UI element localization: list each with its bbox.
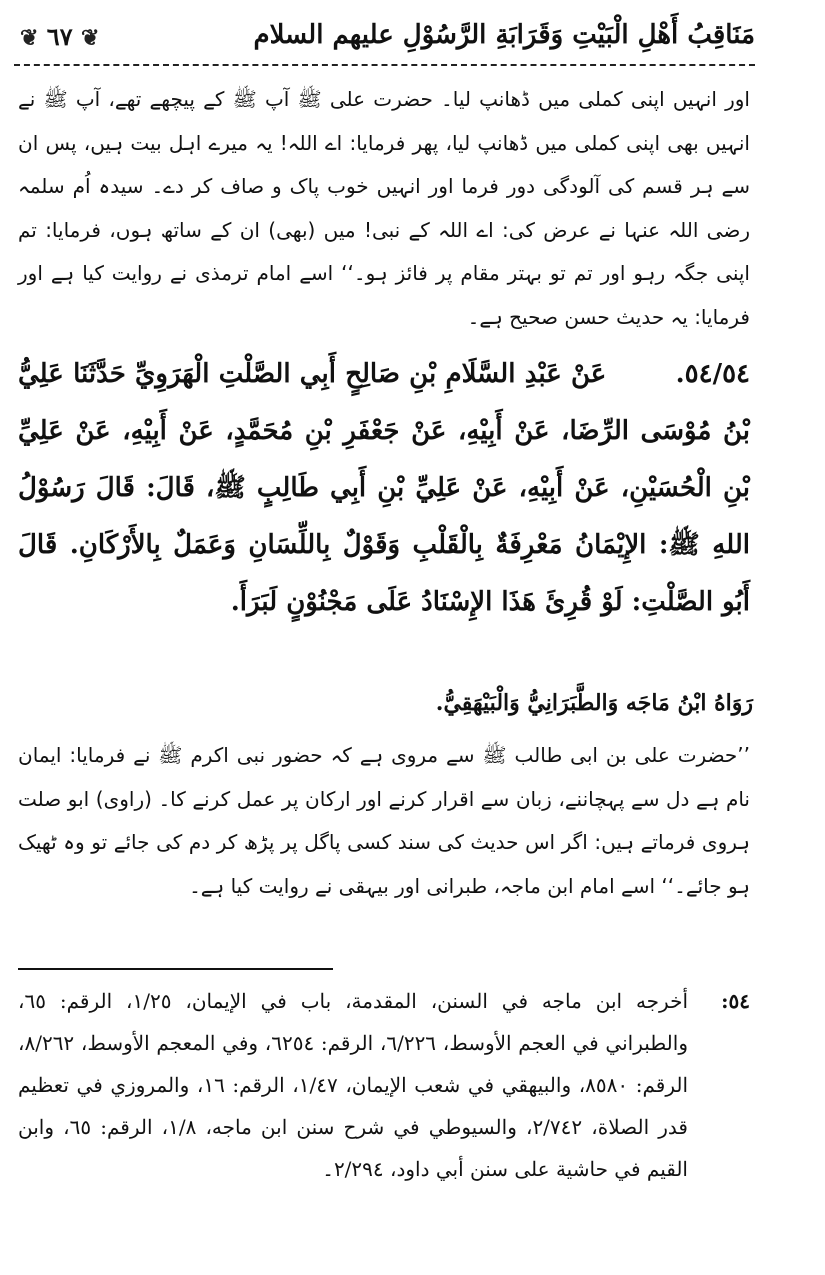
page-number-box: [20, 22, 99, 51]
footnote: [18, 980, 750, 1190]
page-number: ٦٧: [46, 22, 73, 51]
footnote-text: أخرجه ابن ماجه في السنن، المقدمة، باب في الإيمان، ١/٢٥، الرقم: ٦٥، والطبراني في العجم الأوسط، ٦/٢٢٦، الرقم: ٦٢٥٤، وفي المعجم الأوسط، ٨/٢٦٢، الرقم: ٨٥٨٠، والبيهقي في شعب الإيمان، ١/٤٧، الرقم: ١٦، والمروزي في تعظيم قدر الصلاة، ٢/٧٤٢، والسيوطي في شرح سنن ابن ماجه، ١/٨، الرقم: ٦٥، وابن القيم في حاشية على سنن أبي داود، ٢/٢٩٤۔: [18, 989, 689, 1181]
footnote-number: ٥٤:: [721, 989, 750, 1013]
urdu-paragraph-top: اور انہیں اپنی کملی میں ڈھانپ لیا۔ حضرت علی ﷺ آپ ﷺ کے پیچھے تھے، آپ ﷺ نے انہیں بھی اپنی کملی میں ڈھانپ لیا، پھر فرمایا: اے اللہ! یہ میرے اہل بیت ہیں، پس ان سے ہر قسم کی آلودگی دور فرما اور انہیں خوب پاک و صاف کر دے۔ سیدہ اُم سلمہ رضی اللہ عنہا نے عرض کی: اے اللہ کے نبی! میں (بھی) ان کے ساتھ ہوں، فرمایا: تم اپنی جگہ رہو اور تم تو بہتر مقام پر فائز ہو۔‘‘ اسے امام ترمذی نے روایت کیا ہے اور فرمایا: یہ حدیث حسن صحیح ہے۔: [18, 87, 750, 329]
hadith-text: [18, 346, 750, 631]
hadith-narration: رَوَاهُ ابْنُ مَاجَه وَالطَّبَرَانِيُّ وَالْبَيْهَقِيُّ.: [435, 690, 753, 716]
hadith-body: عَنْ عَبْدِ السَّلَامِ بْنِ صَالِحٍ أَبِي الصَّلْتِ الْهَرَوِيِّ حَدَّثَنَا عَلِيُّ بْنُ مُوْسَى الرِّضَا، عَنْ أَبِيْهِ، عَنْ جَعْفَرِ بْنِ مُحَمَّدٍ، عَنْ أَبِيْهِ، عَنْ عَلِيِّ بْنِ الْحُسَيْنِ، عَنْ أَبِيْهِ، عَنْ عَلِيِّ بْنِ أَبِي طَالِبٍ ﷺ، قَالَ: قَالَ رَسُوْلُ اللهِ ﷺ: الإِيْمَانُ مَعْرِفَةٌ بِالْقَلْبِ وَقَوْلٌ بِاللِّسَانِ وَعَمَلٌ بِالأَرْكَانِ. قَالَ أَبُو الصَّلْتِ: لَوْ قُرِئَ هَذَا الإِسْنَادُ عَلَى مَجْنُوْنٍ لَبَرَأَ.: [18, 359, 750, 617]
hadith-number: ٥٤/٥٤.: [675, 359, 750, 389]
page-header: [14, 14, 755, 62]
urdu-translation: ’’حضرت علی بن ابی طالب ﷺ سے مروی ہے کہ حضور نبی اکرم ﷺ نے فرمایا: ایمان نام ہے دل سے پہچاننے، زبان سے اقرار کرنے اور ارکان پر عمل کرنے کا۔ (راوی) ابو صلت ہروی فرماتے ہیں: اگر اس حدیث کی سند کسی پاگل پر پڑھ کر دم کی جائے تو وہ ٹھیک ہو جائے۔‘‘ اسے امام ابن ماجہ، طبرانی اور بیہقی نے روایت کیا ہے۔: [18, 743, 750, 898]
ornament-right-icon: ❦: [80, 25, 100, 51]
ornament-left-icon: ❦: [20, 25, 39, 51]
footnote-divider: [18, 968, 333, 970]
header-divider: [14, 64, 755, 66]
running-title: مَنَاقِبُ أَهْلِ الْبَيْتِ وَقَرَابَةِ الرَّسُوْلِ عليهم السلام: [253, 20, 755, 50]
